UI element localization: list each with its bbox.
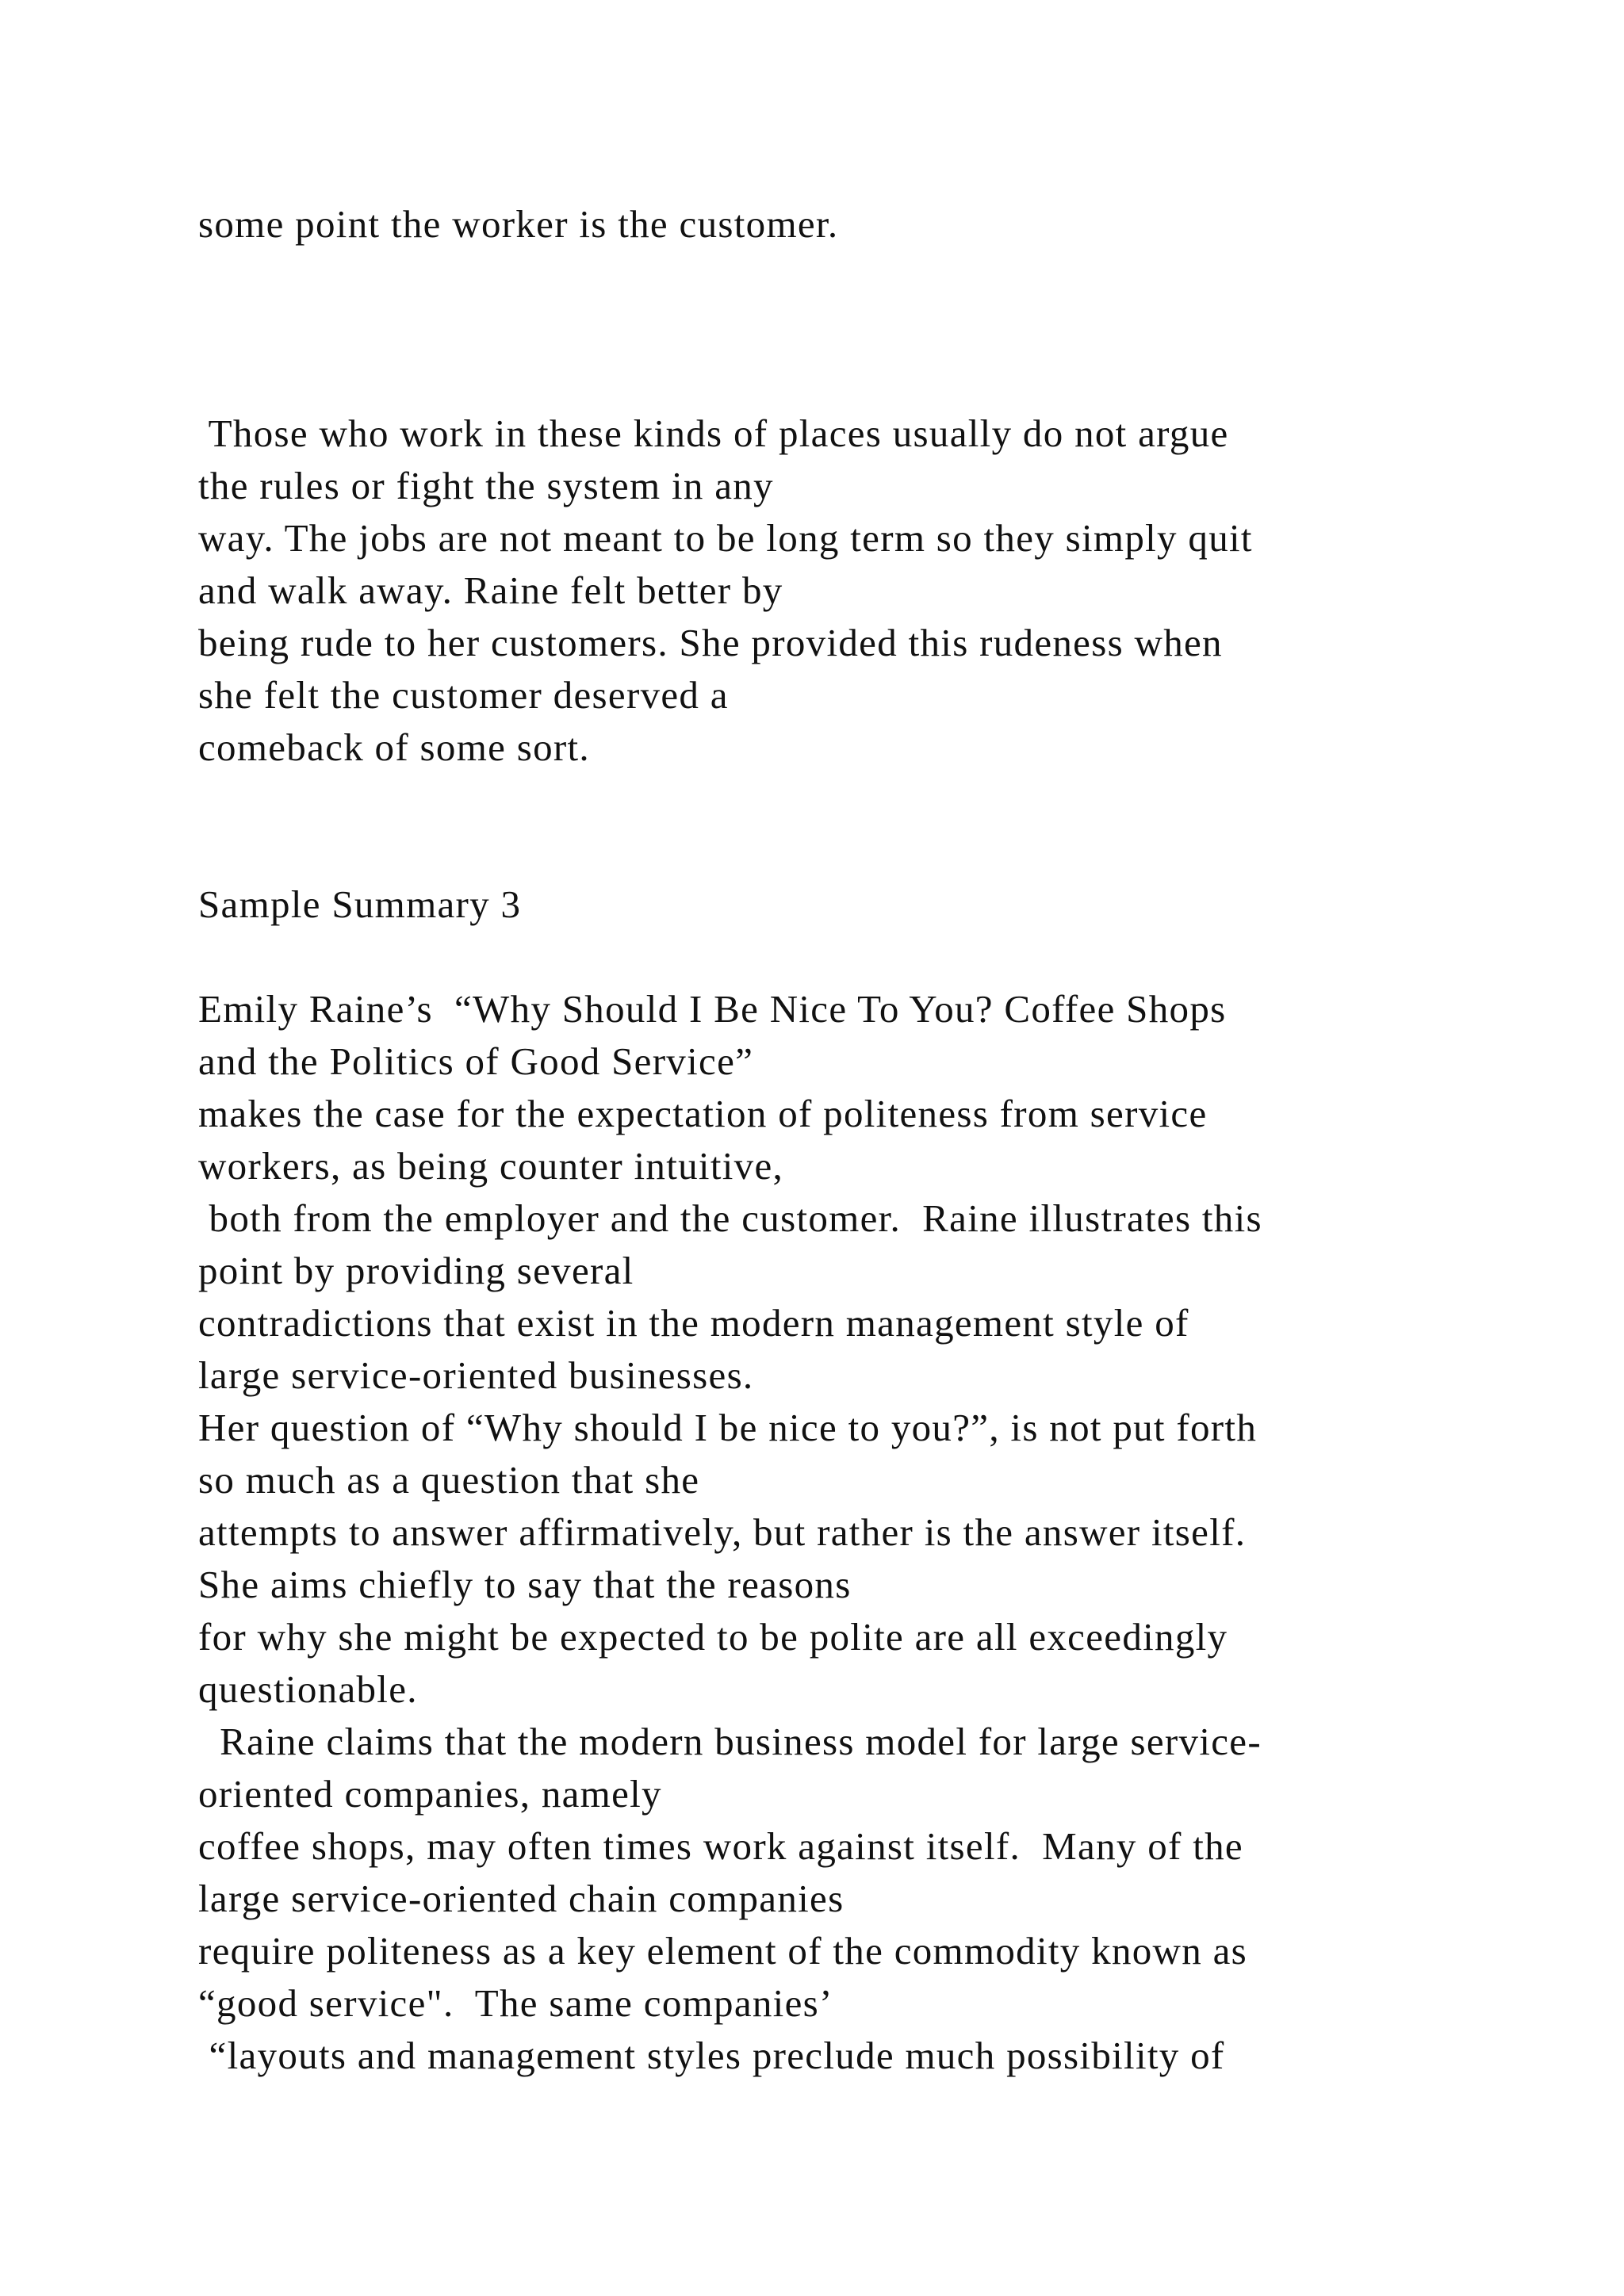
text-line: Those who work in these kinds of places usually do not argue bbox=[198, 411, 1229, 455]
text-line: Emily Raine’s “Why Should I Be Nice To You? Coffee Shops bbox=[198, 987, 1227, 1031]
text-line: and walk away. Raine felt better by bbox=[198, 568, 783, 612]
text-line: for why she might be expected to be polite are all exceedingly bbox=[198, 1615, 1228, 1659]
text-line: coffee shops, may often times work against itself. Many of the bbox=[198, 1824, 1243, 1868]
text-line: require politeness as a key element of the commodity known as bbox=[198, 1929, 1248, 1973]
text-line: so much as a question that she bbox=[198, 1458, 700, 1502]
text-line: She aims chiefly to say that the reasons bbox=[198, 1563, 852, 1606]
text-line: questionable. bbox=[198, 1667, 418, 1711]
text-line: attempts to answer affirmatively, but rather is the answer itself. bbox=[198, 1510, 1247, 1554]
text-line: both from the employer and the customer. Raine illustrates this bbox=[198, 1196, 1262, 1240]
text-line: workers, as being counter intuitive, bbox=[198, 1144, 784, 1188]
text-line: large service-oriented businesses. bbox=[198, 1353, 754, 1397]
text-line: “good service". The same companies’ bbox=[198, 1981, 833, 2025]
section-heading: Sample Summary 3 bbox=[198, 882, 522, 926]
text-line: large service-oriented chain companies bbox=[198, 1877, 845, 1920]
text-line: contradictions that exist in the modern management style of bbox=[198, 1301, 1189, 1345]
text-line: point by providing several bbox=[198, 1249, 634, 1292]
text-line: way. The jobs are not meant to be long term so they simply quit bbox=[198, 516, 1253, 560]
text-line: and the Politics of Good Service” bbox=[198, 1039, 754, 1083]
text-line: some point the worker is the customer. bbox=[198, 202, 839, 246]
text-line: Raine claims that the modern business model for large service- bbox=[198, 1720, 1262, 1763]
text-line: makes the case for the expectation of politeness from service bbox=[198, 1092, 1208, 1135]
text-line: “layouts and management styles preclude much possibility of bbox=[198, 2034, 1225, 2077]
text-line: comeback of some sort. bbox=[198, 725, 590, 769]
text-line: the rules or fight the system in any bbox=[198, 464, 774, 507]
text-line: being rude to her customers. She provided this rudeness when bbox=[198, 621, 1223, 664]
text-line: Her question of “Why should I be nice to you?”, is not put forth bbox=[198, 1406, 1258, 1449]
text-line: she felt the customer deserved a bbox=[198, 673, 729, 717]
text-line: oriented companies, namely bbox=[198, 1772, 662, 1816]
